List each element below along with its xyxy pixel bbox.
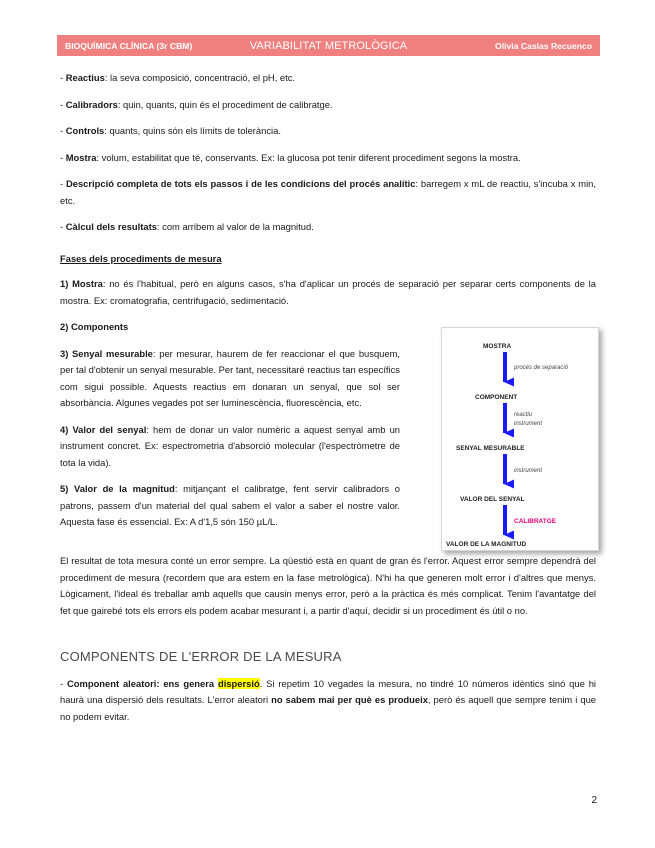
measurement-flow-diagram (441, 327, 599, 551)
phase-3 (60, 346, 400, 412)
flow-step-instrument-2: instrument (514, 468, 543, 474)
flow-svg (442, 328, 598, 550)
list-item: - Reactius: la seva composició, concentració, el pH, etc. (60, 72, 296, 83)
flow-node-mostra: MOSTRA (483, 343, 512, 350)
list-item-text: : quin, quants, quin és el procediment de calibratge. (117, 98, 333, 110)
phase-5-text: : mitjançant el calibratge, fent servir calibradors o patrons, passem d'un material del qual sabem el valor a saber el nostre valor. Aquesta fase és essencial. Ex: A d'1,5 són 150 µL/L. (60, 483, 400, 527)
flow-step-separacio: procés de separació (514, 365, 569, 371)
random-component-paragraph: - Component aleatori: ens genera dispersió. Si repetim 10 vegades la mesura, no tindré 10 números idèntics sinó que hi haurà una dispersió dels resultats. L'error aleatori no sabem mai per què es produeix, però és aquell que sempre tenim i que no podem evitar. (60, 677, 596, 722)
list-item: - Mostra: volum, estabilitat que té, conservants. Ex: la glucosa pot tenir diferent procediment segons la mostra. (60, 151, 521, 163)
phases-column (60, 319, 400, 551)
list-item-text: : la seva composició, concentració, el pH, etc. (104, 72, 296, 83)
flow-node-component: COMPONENT (475, 394, 518, 401)
phases-title: Fases dels procediments de mesura (60, 252, 222, 264)
phase-2 (60, 319, 400, 336)
list-item-label: Càlcul dels resultats (65, 221, 157, 232)
page-header (57, 35, 600, 56)
list-item-text: : volum, estabilitat que té, conservants. Ex: la glucosa pot tenir diferent procediment segons la mostra. (96, 151, 521, 163)
phase-2-label: 2) Components (60, 321, 129, 332)
list-item: - Controls: quants, quins són els límits de tolerància. (60, 125, 281, 136)
flow-node-valor-magnitud: VALOR DE LA MAGNITUD (446, 541, 527, 548)
list-item: - Descripció completa de tots els passos i de les condicions del procés analític: barregem x mL de reactiu, s'incuba x min, etc. (60, 178, 596, 206)
list-item-label: Reactius (65, 72, 105, 83)
phase-4 (60, 422, 400, 472)
summary-paragraph: El resultat de tota mesura conté un error sempre. La qüestió està en quant de gran és l'error. Aquest error sempre dependrà del procediment de mesura (recordem que ara estem en la fase metrològica). N'hi ha que generen molt error i d'altres que menys. Lògicament, l'ideal és treballar amb aquells que causin menys error, però a la pràctica és més complicat. Tenim l'avantatge del fet que gairebé tots els errors els podem acabar mesurant i, a partir d'aquí, decidir si un procediment és útil o no. (60, 555, 596, 616)
list-item-text: : quants, quins són els límits de tolerància. (104, 125, 281, 136)
phase-1-text: : no és l'habitual, però en alguns casos, s'ha d'aplicar un procés de separació per separar certs components de la mostra. Ex: cromatografia, centrifugació, sedimentació. (60, 278, 596, 306)
list-item: - Calibradors: quin, quants, quin és el procediment de calibratge. (60, 98, 333, 110)
random-component-bold: no sabem mai per què es produeix (271, 694, 428, 705)
highlighted-term: dispersió (218, 677, 260, 689)
header-author: Olivia Caslas Recuenco (495, 40, 593, 51)
list-item-text: : barregem x mL de reactiu, s'incuba x min, etc. (60, 178, 596, 206)
list-item-label: Calibradors (65, 98, 118, 110)
list-item-label: Controls (65, 125, 105, 136)
page-content (60, 70, 596, 735)
flow-node-valor-senyal: VALOR DEL SENYAL (460, 496, 525, 503)
phase-5 (60, 481, 400, 531)
flow-step-instrument: instrument (514, 421, 543, 427)
list-item: - Càlcul dels resultats: com arribem al valor de la magnitud. (60, 221, 314, 232)
phase-1-label: 1) Mostra (60, 278, 103, 289)
list-item-label: Mostra (65, 151, 97, 163)
list-item-text: : com arribem al valor de la magnitud. (156, 221, 314, 232)
flow-step-calibratge: CALIBRATGE (514, 518, 557, 525)
phase-5-label: 5) Valor de la magnitud (60, 483, 175, 494)
random-component-text-2: , però és aquell que sempre tenim i que no podem evitar. (60, 694, 596, 722)
flow-step-reactiu: reactiu (514, 412, 533, 418)
page-number: 2 (591, 795, 597, 806)
random-component-label: Component aleatori: ens genera (67, 677, 218, 689)
header-course: BIOQUÍMICA CLÍNICA (3r CBM) (65, 40, 193, 51)
phases-row (60, 319, 596, 551)
phase-1 (60, 276, 596, 309)
flow-node-senyal: SENYAL MESURABLE (456, 445, 525, 452)
random-component-text-1: . Si repetim 10 vegades la mesura, no tindré 10 números idèntics sinó que hi haurà una dispersió dels resultats. L'error aleatori (60, 677, 596, 705)
phase-3-label: 3) Senyal mesurable (60, 347, 153, 359)
section-heading: COMPONENTS DE L'ERROR DE LA MESURA (60, 649, 342, 664)
phase-4-label: 4) Valor del senyal (60, 423, 147, 435)
header-title: VARIABILITAT METROLÒGICA (249, 39, 408, 52)
phase-3-text: : per mesurar, haurem de fer reaccionar el que busquem, per tal d'obtenir un senyal mesurable. Per tant, necessitaré reactius tan específics com sigui possible. Aquests reactius em donaran un senyal, que sol ser absorbància. Algunes vegades pot ser luminescència, fluorescència, etc. (60, 347, 401, 408)
list-item-label: Descripció completa de tots els passos i de les condicions del procés analític (65, 178, 416, 189)
phase-4-text: : hem de donar un valor numèric a aquest senyal amb un instrument concret. Ex: espectrometria d'absorció molecular (l'espectròmetre de tota la vida). (60, 423, 400, 468)
